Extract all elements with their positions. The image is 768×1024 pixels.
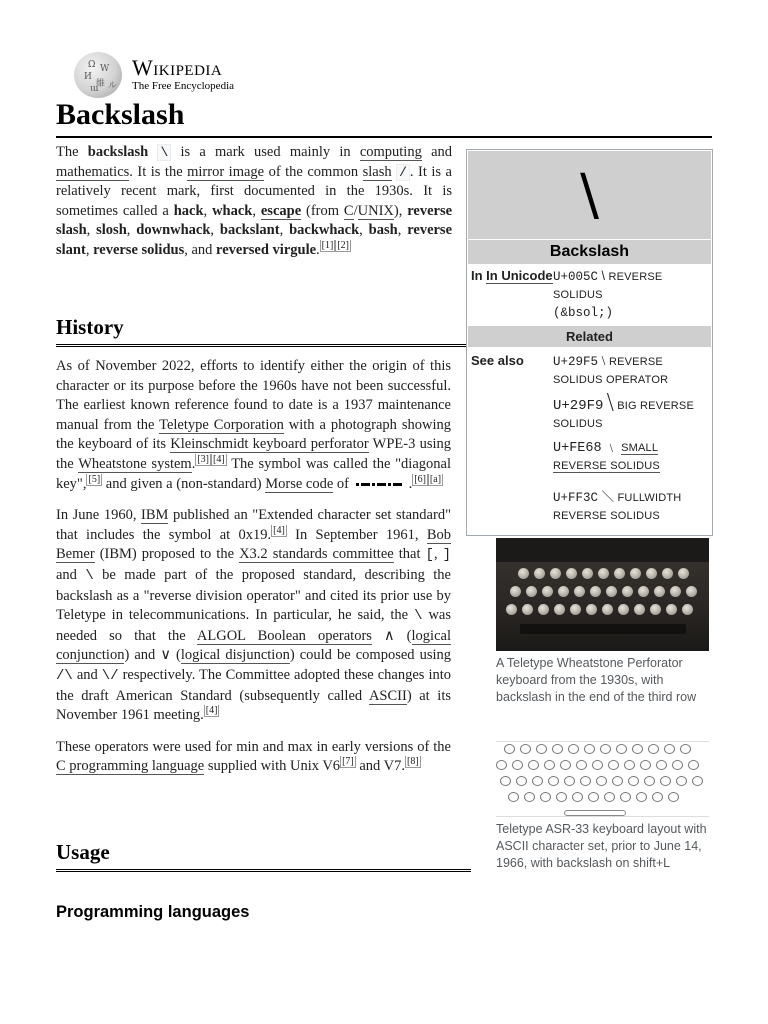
photo-key	[682, 604, 693, 615]
infobox-unicode-value	[553, 268, 708, 322]
code-glyph: \	[85, 567, 94, 584]
subsection-heading-programming-languages: Programming languages	[56, 903, 250, 921]
link-computing[interactable]: computing	[359, 144, 422, 160]
section-heading-history: History	[56, 314, 471, 347]
text: ,	[203, 202, 213, 219]
link-small-reverse-solidus[interactable]: SMALL REVERSE SOLIDUS	[553, 442, 660, 472]
photo-key	[506, 604, 517, 615]
layout-key	[660, 776, 671, 786]
infobox-see-also-list	[553, 353, 708, 531]
reference-5[interactable]: [5]	[88, 473, 101, 485]
layout-key	[668, 792, 679, 802]
layout-key	[616, 744, 627, 754]
infobox-related-heading: Related	[468, 326, 711, 347]
photo-key	[590, 586, 601, 597]
reference-7[interactable]: [7]	[342, 756, 354, 768]
layout-key	[568, 744, 579, 754]
figure-caption: Teletype ASR-33 keyboard layout with ASCII character set, prior to June 14, 1966, with backslash on shift+L	[496, 822, 707, 870]
code-glyph: [	[425, 547, 434, 564]
text: WPE-3 using the	[56, 436, 451, 472]
link-slash[interactable]: slash	[362, 163, 392, 180]
layout-key	[564, 776, 575, 786]
text: ) could be composed using	[289, 647, 451, 664]
code-glyph: \	[414, 608, 423, 625]
link-c[interactable]: C	[343, 202, 354, 219]
related-codepoint: U+29F5	[553, 355, 599, 369]
wordmark-tagline: The Free Encyclopedia	[132, 80, 235, 92]
photo-space-bar	[520, 624, 686, 634]
text: was needed so that the	[56, 607, 451, 644]
photo-key	[614, 568, 625, 579]
intro-section	[56, 143, 452, 261]
text: respectively. The Committee adopted these changes into the draft American Standard (subsequently called	[56, 666, 452, 704]
photo-key	[622, 586, 633, 597]
layout-key	[536, 744, 547, 754]
photo-key	[550, 568, 561, 579]
bold-term: reverse solidus	[93, 241, 185, 258]
related-name: FULLWIDTH REVERSE SOLIDUS	[553, 492, 682, 522]
related-glyph: ⧵	[601, 354, 606, 368]
photo-shadow	[496, 538, 709, 562]
infobox-glyph: \	[468, 151, 711, 239]
text: ) and ∨ (	[124, 647, 181, 664]
text: published an "Extended character set standard" that includes the symbol at 0x19.	[56, 507, 451, 543]
photo-key	[638, 586, 649, 597]
text: ,	[252, 202, 261, 219]
unicode-glyph: \	[601, 269, 605, 283]
layout-key	[548, 776, 559, 786]
photo-key	[686, 586, 697, 597]
layout-key	[644, 776, 655, 786]
photo-key	[606, 586, 617, 597]
link-unicode[interactable]: In Unicode	[486, 268, 553, 283]
wikipedia-logo[interactable]	[74, 52, 234, 98]
text: ,	[359, 222, 369, 239]
unicode-name: REVERSE SOLIDUS	[553, 271, 663, 301]
link-escape[interactable]: escape	[260, 202, 302, 219]
wordmark	[132, 57, 234, 93]
bold-term: backslash	[87, 144, 149, 160]
text: The symbol was called the "diagonal key",	[56, 455, 451, 492]
layout-key	[528, 760, 539, 770]
text: .	[408, 475, 413, 492]
text: (IBM) proposed to the	[94, 546, 240, 563]
layout-key	[636, 792, 647, 802]
bold-term: reverse slant	[56, 222, 453, 258]
text: The	[56, 144, 88, 160]
layout-key	[584, 744, 595, 754]
layout-key	[556, 792, 567, 802]
wordmark-title: Wikipedia	[132, 55, 223, 80]
history-paragraph-1	[56, 357, 451, 494]
layout-key	[632, 744, 643, 754]
text: ,	[86, 222, 97, 239]
html-entity: (&bsol;)	[553, 306, 614, 320]
related-codepoint: U+FE68	[553, 441, 602, 456]
related-codepoint: U+FF3C	[553, 491, 599, 505]
photo-key	[598, 568, 609, 579]
layout-key	[680, 744, 691, 754]
photo-key	[570, 604, 581, 615]
layout-key	[524, 792, 535, 802]
wikipedia-globe-icon: Ω W И 維 ル ա	[74, 52, 122, 98]
related-item	[553, 489, 708, 525]
related-name: REVERSE SOLIDUS OPERATOR	[553, 356, 669, 386]
link-kleinschmidt-perforator[interactable]: Kleinschmidt keyboard perforator	[170, 436, 369, 453]
layout-key	[620, 792, 631, 802]
related-item	[553, 392, 708, 433]
layout-key	[532, 776, 543, 786]
link-mathematics[interactable]: mathematics	[56, 163, 130, 180]
related-glyph: ＼	[601, 490, 615, 504]
text: ,	[279, 222, 290, 239]
layout-key	[604, 792, 615, 802]
text: ,	[126, 222, 137, 239]
text: These operators were used for min and max in early versions of the	[56, 738, 451, 755]
layout-key	[628, 776, 639, 786]
link-algol-operators[interactable]: ALGOL Boolean operators	[196, 627, 372, 644]
layout-key	[540, 792, 551, 802]
related-item	[553, 353, 708, 389]
bold-term: reverse slash	[56, 202, 453, 239]
reference-8[interactable]: [8]	[407, 756, 419, 768]
bold-term: whack	[212, 202, 253, 219]
history-section	[56, 357, 451, 777]
code-glyph: \	[157, 144, 171, 161]
layout-key	[588, 792, 599, 802]
layout-key	[508, 792, 519, 802]
teletype-keyboard-photo[interactable]	[496, 538, 709, 651]
layout-key	[504, 744, 515, 754]
link-unix[interactable]: UNIX	[357, 202, 394, 219]
related-name: BIG REVERSE SOLIDUS	[553, 400, 694, 430]
link-c-programming-language[interactable]: C programming language	[56, 758, 205, 775]
bold-term: downwhack	[136, 222, 211, 239]
layout-key	[692, 776, 703, 786]
layout-key	[688, 760, 699, 770]
text: be made part of the proposed standard, describing the backslash as a "reverse division operator" and cited its prior use by Teletype in telecommunications. In particular, he said, the	[56, 566, 451, 624]
layout-key	[544, 760, 555, 770]
text: .	[316, 241, 320, 258]
link-ascii[interactable]: ASCII	[368, 687, 407, 704]
layout-key	[512, 760, 523, 770]
reference-6[interactable]: [6]	[414, 473, 426, 485]
layout-key	[600, 744, 611, 754]
text: and	[421, 144, 452, 160]
page-title: Backslash	[56, 97, 712, 138]
layout-key	[516, 776, 527, 786]
layout-key	[580, 776, 591, 786]
photo-key	[566, 568, 577, 579]
text: (from	[301, 202, 344, 219]
layout-key	[596, 776, 607, 786]
link-teletype-corporation[interactable]: Teletype Corporation	[159, 416, 284, 433]
photo-key	[654, 586, 665, 597]
bold-term: reversed virgule	[216, 241, 317, 258]
link-bob-bemer[interactable]: Bob Bemer	[56, 526, 451, 563]
infobox-see-also-row	[467, 347, 712, 535]
layout-key	[612, 776, 623, 786]
code-glyph: /	[396, 164, 410, 181]
text: As of November 2022, efforts to identify either the origin of this character or its purpose before the 1960s have not been successful. The earliest known reference found to date is a 1937 maintenance manual from the	[56, 358, 451, 433]
photo-key	[678, 568, 689, 579]
unicode-codepoint: U+005C	[553, 270, 599, 284]
layout-key	[496, 760, 507, 770]
infobox-unicode-label: In In Unicode	[471, 268, 553, 283]
reference-4[interactable]: [4]	[205, 705, 218, 717]
layout-key	[664, 744, 675, 754]
link-logical-conjunction[interactable]: logical conjunction	[56, 627, 451, 664]
infobox-see-also-label: See also	[471, 353, 524, 368]
text: . It is a relatively recent mark, first documented in the 1930s. It is sometimes called a	[56, 163, 452, 219]
layout-key	[672, 760, 683, 770]
layout-key	[560, 760, 571, 770]
photo-key	[558, 586, 569, 597]
related-item	[553, 439, 708, 475]
text: , and	[184, 241, 217, 258]
link-morse-code[interactable]: Morse code	[265, 475, 334, 492]
code-glyph: ]	[442, 547, 452, 564]
code-glyph: \/	[101, 667, 119, 684]
text: ,	[210, 222, 220, 239]
text: that	[393, 546, 426, 563]
bold-term: backslant	[219, 222, 280, 239]
infobox-unicode-row	[467, 264, 712, 326]
photo-key	[662, 568, 673, 579]
bold-term: backwhack	[289, 222, 360, 239]
photo-key	[602, 604, 613, 615]
layout-space-bar	[564, 810, 626, 816]
text: In June 1960,	[56, 507, 142, 524]
photo-key	[582, 568, 593, 579]
text: . It is the	[129, 163, 188, 180]
photo-key	[510, 586, 521, 597]
photo-key	[522, 604, 533, 615]
text: /	[353, 202, 358, 219]
reference-3[interactable]: [3]	[197, 454, 210, 466]
photo-key	[630, 568, 641, 579]
link-wheatstone-system[interactable]: Wheatstone system	[78, 455, 192, 472]
history-paragraph-2	[56, 506, 451, 726]
link-logical-disjunction[interactable]: logical disjunction	[180, 647, 290, 664]
bold-term: slosh	[96, 222, 127, 239]
layout-key	[676, 776, 687, 786]
layout-key	[608, 760, 619, 770]
photo-key	[526, 586, 537, 597]
photo-key	[586, 604, 597, 615]
layout-key	[640, 760, 651, 770]
layout-key	[500, 776, 511, 786]
layout-key	[652, 792, 663, 802]
intro-paragraph	[56, 143, 452, 261]
infobox	[466, 149, 713, 536]
link-ibm[interactable]: IBM	[141, 507, 169, 524]
related-codepoint: U+29F9	[553, 398, 604, 414]
text: of	[333, 475, 353, 492]
layout-key	[648, 744, 659, 754]
layout-key	[520, 744, 531, 754]
layout-key	[572, 792, 583, 802]
section-heading-usage: Usage	[56, 839, 471, 872]
text: and	[72, 666, 102, 683]
layout-key	[592, 760, 603, 770]
text: supplied with Unix V6	[204, 758, 341, 775]
bold-term: hack	[173, 202, 204, 219]
related-glyph: ﹨	[605, 440, 618, 454]
photo-key	[666, 604, 677, 615]
reference-4[interactable]: [4]	[273, 524, 285, 536]
figure-caption: A Teletype Wheatstone Perforator keyboard from the 1930s, with backslash in the end of the third row	[496, 656, 697, 704]
layout-key	[624, 760, 635, 770]
text: In September 1961,	[286, 526, 427, 543]
text: is a mark used mainly in	[171, 144, 360, 160]
text: ,	[85, 241, 94, 258]
history-paragraph-3	[56, 738, 451, 777]
text: ,	[397, 222, 408, 239]
link-mirror-image[interactable]: mirror image	[187, 163, 265, 180]
bold-term: bash	[368, 222, 398, 239]
photo-key	[554, 604, 565, 615]
photo-key	[650, 604, 661, 615]
text: of the common	[264, 163, 363, 180]
text: ) at its November 1961 meeting.	[56, 687, 451, 724]
text: .	[191, 455, 196, 472]
figure-teletype-perforator	[496, 538, 709, 706]
text: and given a (non-standard)	[102, 475, 266, 492]
reference-2[interactable]: [2]	[337, 240, 350, 252]
code-glyph: /\	[56, 667, 73, 684]
layout-key	[656, 760, 667, 770]
text: and	[56, 566, 86, 583]
photo-key	[634, 604, 645, 615]
asr33-keyboard-layout-image[interactable]	[496, 741, 709, 817]
photo-key	[670, 586, 681, 597]
figure-asr33-layout	[496, 741, 709, 872]
related-glyph: ⧹	[606, 392, 614, 414]
reference-a[interactable]: [a]	[429, 473, 442, 485]
layout-key	[576, 760, 587, 770]
infobox-name: Backslash	[468, 240, 711, 264]
text: ),	[393, 202, 408, 219]
photo-key	[534, 568, 545, 579]
reference-1[interactable]: [1]	[321, 240, 334, 252]
text: and V7.	[355, 758, 406, 775]
photo-key	[646, 568, 657, 579]
text: ∧ (	[371, 627, 412, 644]
photo-key	[618, 604, 629, 615]
morse-code-pattern	[355, 480, 407, 488]
photo-key	[518, 568, 529, 579]
text: ,	[433, 546, 443, 563]
reference-4[interactable]: [4]	[213, 454, 225, 466]
photo-key	[574, 586, 585, 597]
photo-key	[538, 604, 549, 615]
link-x32-committee[interactable]: X3.2 standards committee	[239, 546, 394, 563]
photo-key	[542, 586, 553, 597]
text: with a photograph showing the keyboard of its	[56, 416, 451, 453]
layout-key	[552, 744, 563, 754]
